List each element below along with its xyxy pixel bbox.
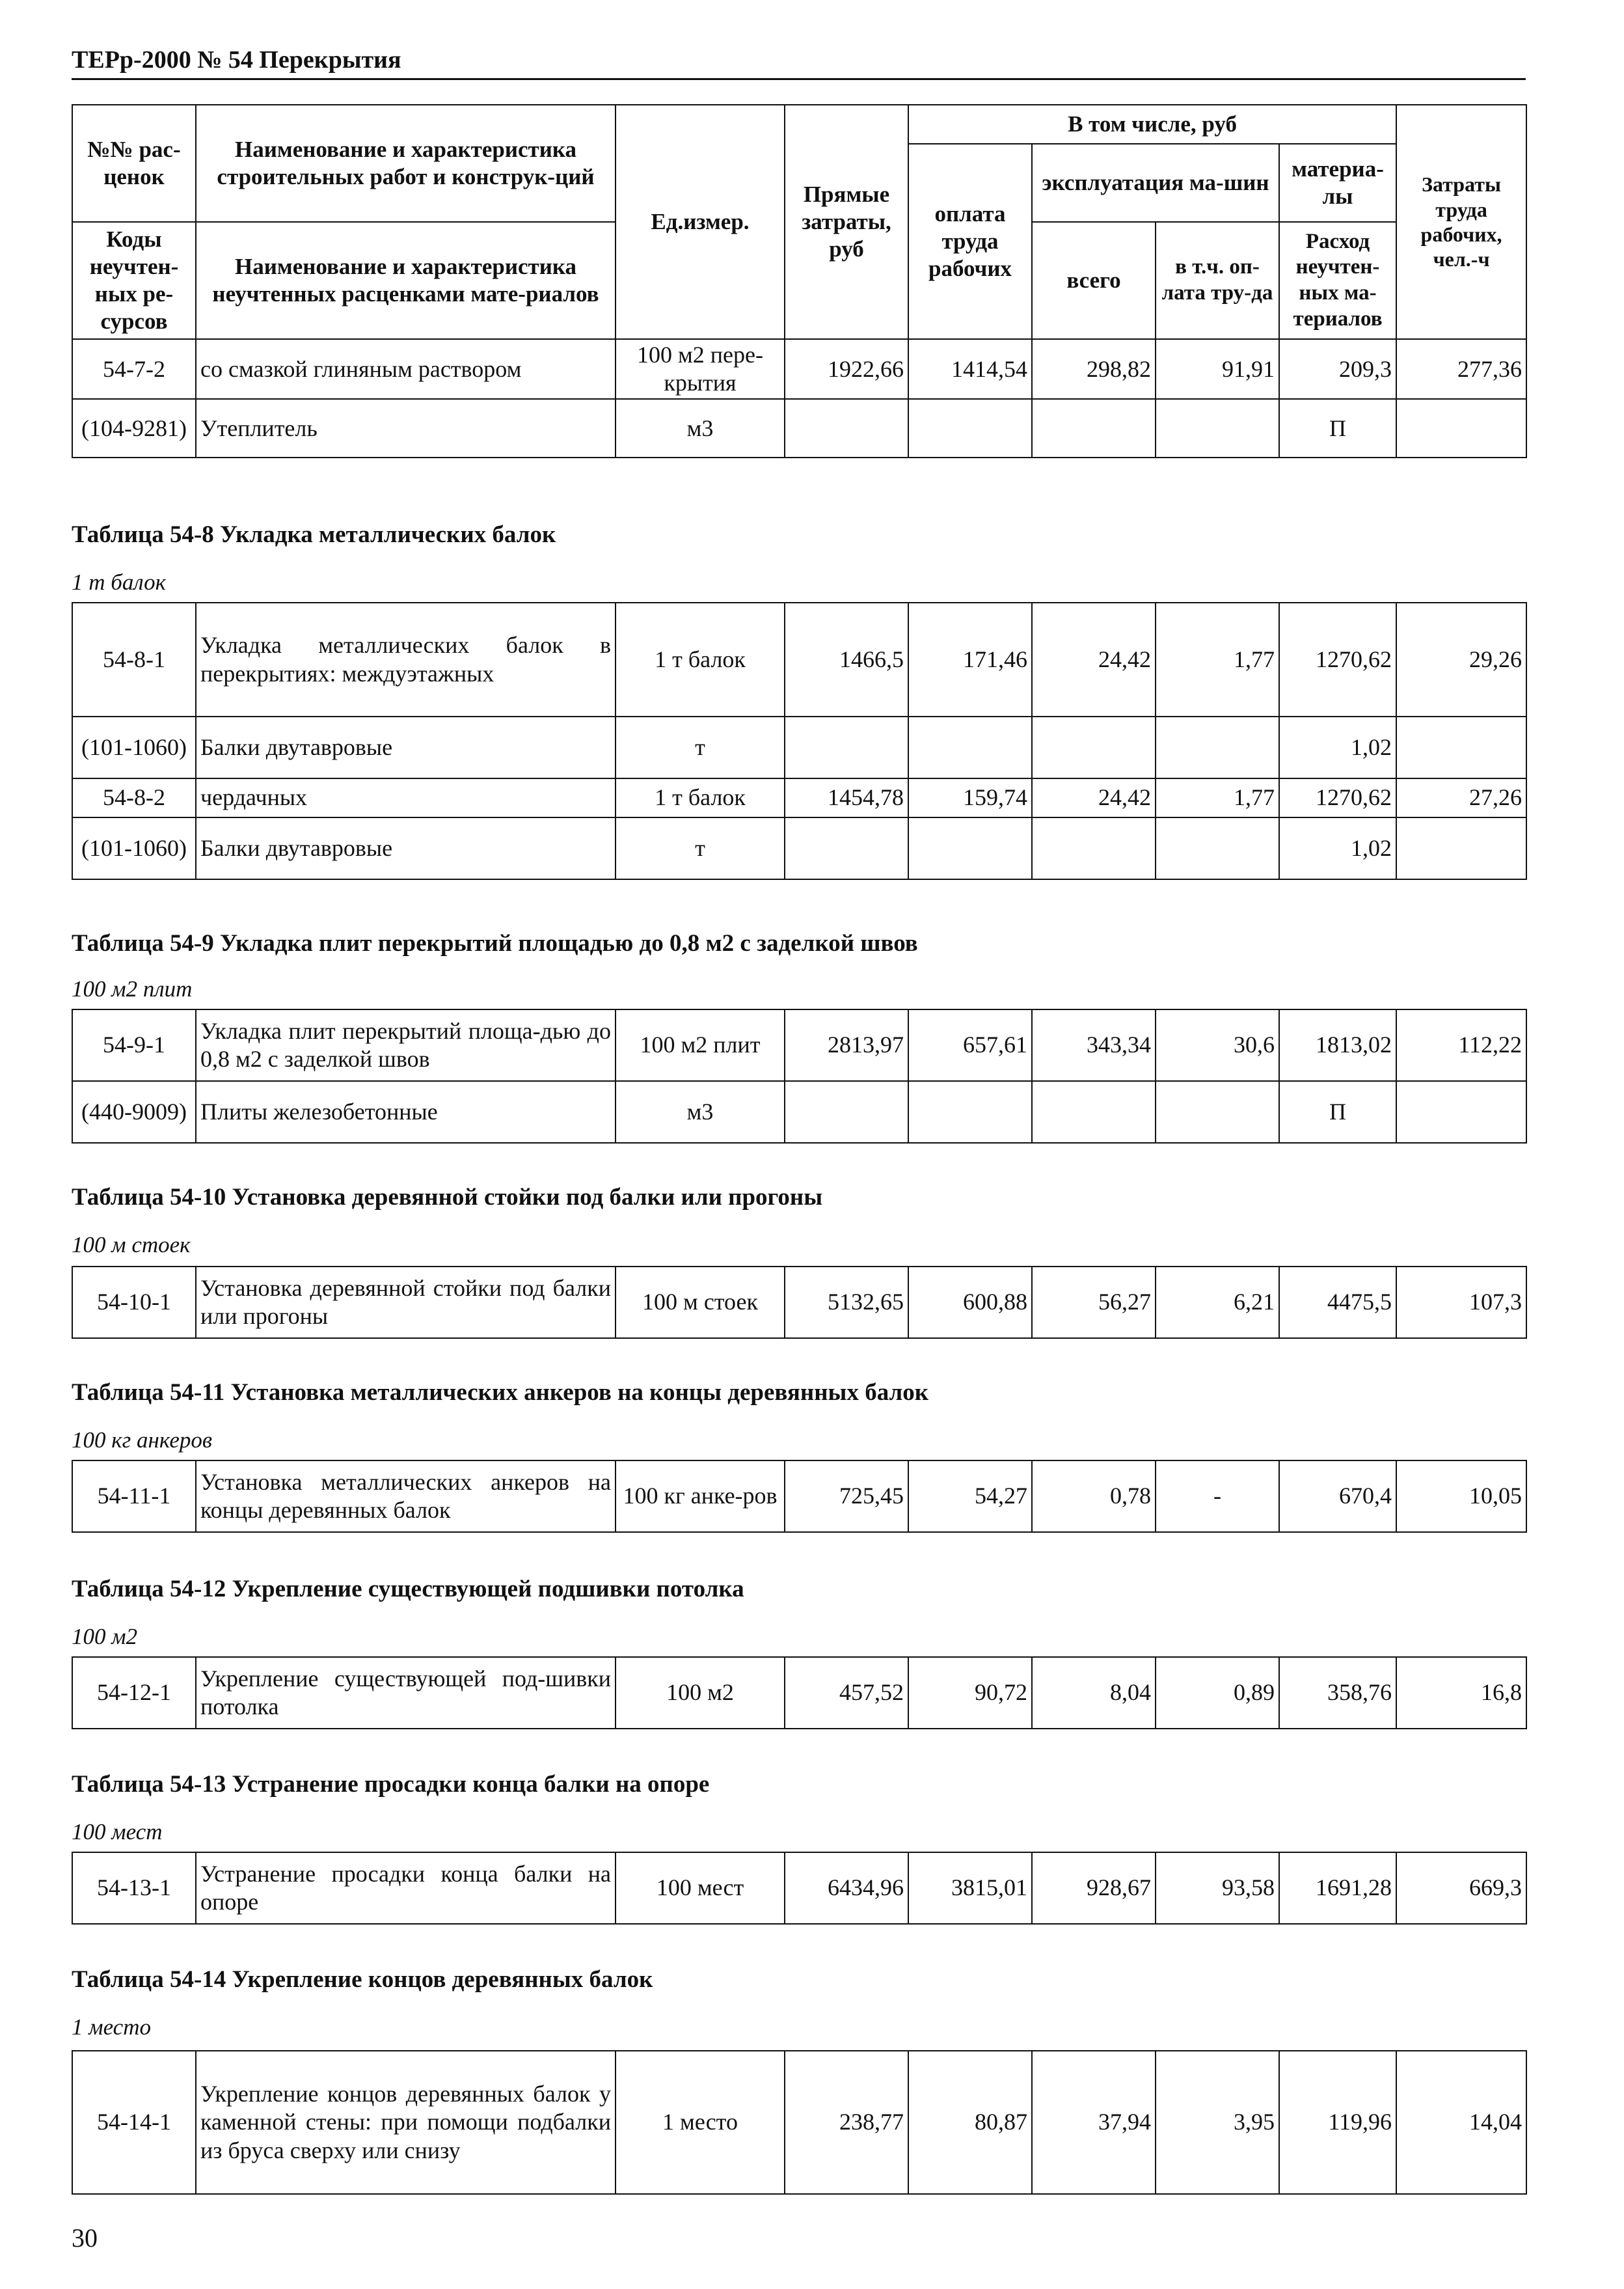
table-row — [72, 399, 1526, 458]
header-machines-pay: в т.ч. оп-лата тру-да — [1156, 222, 1279, 339]
row-materials: 1270,62 — [1279, 603, 1396, 717]
section-title-54-9: Таблица 54-9 Укладка плит перекрытий площадью до 0,8 м2 с заделкой швов — [72, 930, 918, 957]
row-direct: 2813,97 — [785, 1009, 908, 1081]
row-labor-hours — [1396, 399, 1526, 458]
row-direct — [785, 399, 908, 458]
row-materials: 358,76 — [1279, 1657, 1396, 1729]
header-code-top: №№ рас-ценок — [72, 105, 196, 222]
row-unit: т — [616, 717, 785, 778]
row-labor-hours: 27,26 — [1396, 778, 1526, 817]
section-unit-54-12: 100 м2 — [72, 1624, 138, 1649]
rates-table-54-13 — [72, 1852, 1527, 1925]
row-materials: 1270,62 — [1279, 778, 1396, 817]
row-direct — [785, 1081, 908, 1143]
row-machines-total: 0,78 — [1032, 1460, 1156, 1532]
rates-table-54-10 — [72, 1266, 1527, 1339]
row-labor: 600,88 — [908, 1267, 1032, 1338]
section-title-54-10: Таблица 54-10 Установка деревянной стойки под балки или прогоны — [72, 1184, 823, 1211]
row-labor — [908, 817, 1032, 879]
row-machines-pay — [1156, 1081, 1279, 1143]
row-name: Укрепление концов деревянных балок у каменной стены: при помощи подбалки из бруса сверху или снизу — [196, 2051, 616, 2194]
header-direct-costs: Прямые затраты, руб — [785, 105, 908, 339]
row-machines-pay: 1,77 — [1156, 603, 1279, 717]
row-unit: 100 мест — [616, 1852, 785, 1924]
row-direct: 725,45 — [785, 1460, 908, 1532]
section-title-54-14: Таблица 54-14 Укрепление концов деревянных балок — [72, 1966, 653, 1993]
row-machines-pay: 6,21 — [1156, 1267, 1279, 1338]
row-materials: 1,02 — [1279, 817, 1396, 879]
header-materials-consumption: Расход неучтен-ных ма-териалов — [1279, 222, 1396, 339]
row-labor-hours — [1396, 717, 1526, 778]
row-direct: 1922,66 — [785, 339, 908, 399]
row-machines-pay: 0,89 — [1156, 1657, 1279, 1729]
section-unit-54-11: 100 кг анкеров — [72, 1427, 213, 1453]
row-machines-pay: 3,95 — [1156, 2051, 1279, 2194]
rates-table-54-12 — [72, 1656, 1527, 1729]
row-name: со смазкой глиняным раствором — [196, 339, 616, 399]
row-labor — [908, 1081, 1032, 1143]
row-machines-pay — [1156, 817, 1279, 879]
rates-table-54-11 — [72, 1460, 1527, 1533]
table-row — [72, 1852, 1526, 1924]
section-unit-54-9: 100 м2 плит — [72, 976, 193, 1002]
row-direct: 5132,65 — [785, 1267, 908, 1338]
row-code: 54-8-2 — [72, 778, 196, 817]
row-machines-total: 928,67 — [1032, 1852, 1156, 1924]
row-name: Установка деревянной стойки под балки или прогоны — [196, 1267, 616, 1338]
row-labor-hours: 16,8 — [1396, 1657, 1526, 1729]
header-including: В том числе, руб — [908, 105, 1396, 144]
table-row — [72, 1267, 1526, 1338]
row-name: Укрепление существующей под-шивки потолка — [196, 1657, 616, 1729]
row-machines-pay: 91,91 — [1156, 339, 1279, 399]
row-name: Утеплитель — [196, 399, 616, 458]
table-row — [72, 1460, 1526, 1532]
row-name: Укладка металлических балок в перекрытиях: междуэтажных — [196, 603, 616, 717]
row-unit: 1 т балок — [616, 603, 785, 717]
header-name-bottom: Наименование и характеристика неучтенных расценками мате-риалов — [196, 222, 616, 339]
row-labor: 80,87 — [908, 2051, 1032, 2194]
row-machines-pay: 30,6 — [1156, 1009, 1279, 1081]
section-title-54-8: Таблица 54-8 Укладка металлических балок — [72, 521, 556, 548]
row-name: Укладка плит перекрытий площа-дью до 0,8 м2 с заделкой швов — [196, 1009, 616, 1081]
row-code: 54-9-1 — [72, 1009, 196, 1081]
header-materials: материа-лы — [1279, 144, 1396, 222]
row-labor — [908, 399, 1032, 458]
table-row — [72, 339, 1526, 399]
row-name: Устранение просадки конца балки на опоре — [196, 1852, 616, 1924]
header-name-top: Наименование и характеристика строительных работ и конструк-ций — [196, 105, 616, 222]
row-labor: 54,27 — [908, 1460, 1032, 1532]
row-code: (101-1060) — [72, 717, 196, 778]
row-code: 54-13-1 — [72, 1852, 196, 1924]
row-machines-total: 56,27 — [1032, 1267, 1156, 1338]
section-unit-54-13: 100 мест — [72, 1819, 163, 1844]
row-materials: П — [1279, 399, 1396, 458]
row-labor-hours: 14,04 — [1396, 2051, 1526, 2194]
row-code: (440-9009) — [72, 1081, 196, 1143]
rates-table-54-8 — [72, 602, 1527, 880]
row-machines-pay — [1156, 399, 1279, 458]
header-labor-pay: оплата труда рабочих — [908, 144, 1032, 339]
row-machines-total — [1032, 399, 1156, 458]
row-machines-total: 37,94 — [1032, 2051, 1156, 2194]
row-code: 54-11-1 — [72, 1460, 196, 1532]
page-number: 30 — [72, 2223, 98, 2253]
table-row — [72, 2051, 1526, 2194]
row-direct — [785, 717, 908, 778]
table-row — [72, 603, 1526, 717]
header-code-bottom: Коды неучтен-ных ре-сурсов — [72, 222, 196, 339]
row-labor — [908, 717, 1032, 778]
row-unit: м3 — [616, 1081, 785, 1143]
row-direct: 1454,78 — [785, 778, 908, 817]
row-materials: П — [1279, 1081, 1396, 1143]
table-row — [72, 717, 1526, 778]
row-materials: 209,3 — [1279, 339, 1396, 399]
row-unit: 100 м2 плит — [616, 1009, 785, 1081]
rates-table-header — [72, 104, 1527, 458]
row-labor-hours: 112,22 — [1396, 1009, 1526, 1081]
row-labor: 90,72 — [908, 1657, 1032, 1729]
row-name: Балки двутавровые — [196, 717, 616, 778]
row-name: Плиты железобетонные — [196, 1081, 616, 1143]
page-header: ТЕРр-2000 № 54 Перекрытия — [72, 46, 1526, 80]
row-unit: т — [616, 817, 785, 879]
row-materials: 1813,02 — [1279, 1009, 1396, 1081]
row-labor: 171,46 — [908, 603, 1032, 717]
row-labor-hours: 669,3 — [1396, 1852, 1526, 1924]
row-materials: 1691,28 — [1279, 1852, 1396, 1924]
row-code: (101-1060) — [72, 817, 196, 879]
row-unit: 100 кг анке-ров — [616, 1460, 785, 1532]
section-title-54-11: Таблица 54-11 Установка металлических анкеров на концы деревянных балок — [72, 1379, 929, 1406]
row-machines-total: 8,04 — [1032, 1657, 1156, 1729]
row-machines-total — [1032, 1081, 1156, 1143]
row-materials: 119,96 — [1279, 2051, 1396, 2194]
table-row — [72, 1657, 1526, 1729]
row-machines-total: 298,82 — [1032, 339, 1156, 399]
rates-table-54-9 — [72, 1009, 1527, 1144]
row-unit: 100 м2 пере-крытия — [616, 339, 785, 399]
row-labor: 3815,01 — [908, 1852, 1032, 1924]
row-machines-pay: 1,77 — [1156, 778, 1279, 817]
row-machines-pay — [1156, 717, 1279, 778]
row-machines-total: 24,42 — [1032, 603, 1156, 717]
row-unit: 100 м стоек — [616, 1267, 785, 1338]
row-labor-hours — [1396, 1081, 1526, 1143]
row-labor-hours — [1396, 817, 1526, 879]
row-code: 54-14-1 — [72, 2051, 196, 2194]
header-labor-cost: Затраты труда рабочих, чел.-ч — [1396, 105, 1526, 339]
row-code: 54-12-1 — [72, 1657, 196, 1729]
row-direct — [785, 817, 908, 879]
row-machines-total: 343,34 — [1032, 1009, 1156, 1081]
row-machines-total — [1032, 717, 1156, 778]
row-labor-hours: 277,36 — [1396, 339, 1526, 399]
header-machines: эксплуатация ма-шин — [1032, 144, 1279, 222]
table-row — [72, 1009, 1526, 1081]
row-labor: 159,74 — [908, 778, 1032, 817]
table-row — [72, 778, 1526, 817]
row-code: 54-10-1 — [72, 1267, 196, 1338]
row-labor: 1414,54 — [908, 339, 1032, 399]
row-materials: 4475,5 — [1279, 1267, 1396, 1338]
row-machines-total: 24,42 — [1032, 778, 1156, 817]
row-direct: 1466,5 — [785, 603, 908, 717]
section-unit-54-14: 1 место — [72, 2014, 151, 2040]
row-direct: 6434,96 — [785, 1852, 908, 1924]
section-unit-54-8: 1 т балок — [72, 569, 166, 595]
row-labor-hours: 10,05 — [1396, 1460, 1526, 1532]
row-code: (104-9281) — [72, 399, 196, 458]
row-direct: 457,52 — [785, 1657, 908, 1729]
table-row — [72, 817, 1526, 879]
row-name: чердачных — [196, 778, 616, 817]
section-title-54-12: Таблица 54-12 Укрепление существующей подшивки потолка — [72, 1576, 744, 1602]
row-machines-total — [1032, 817, 1156, 879]
row-labor: 657,61 — [908, 1009, 1032, 1081]
row-labor-hours: 29,26 — [1396, 603, 1526, 717]
row-code: 54-8-1 — [72, 603, 196, 717]
section-title-54-13: Таблица 54-13 Устранение просадки конца балки на опоре — [72, 1771, 710, 1798]
row-name: Балки двутавровые — [196, 817, 616, 879]
row-unit: м3 — [616, 399, 785, 458]
rates-table-54-14 — [72, 2050, 1527, 2195]
table-row — [72, 1081, 1526, 1143]
row-materials: 1,02 — [1279, 717, 1396, 778]
row-name: Установка металлических анкеров на концы деревянных балок — [196, 1460, 616, 1532]
row-code: 54-7-2 — [72, 339, 196, 399]
row-machines-pay: 93,58 — [1156, 1852, 1279, 1924]
row-unit: 1 место — [616, 2051, 785, 2194]
row-unit: 1 т балок — [616, 778, 785, 817]
row-machines-pay: - — [1156, 1460, 1279, 1532]
row-direct: 238,77 — [785, 2051, 908, 2194]
header-unit: Ед.измер. — [616, 105, 785, 339]
row-unit: 100 м2 — [616, 1657, 785, 1729]
header-machines-total: всего — [1032, 222, 1156, 339]
section-unit-54-10: 100 м стоек — [72, 1232, 191, 1257]
row-materials: 670,4 — [1279, 1460, 1396, 1532]
row-labor-hours: 107,3 — [1396, 1267, 1526, 1338]
